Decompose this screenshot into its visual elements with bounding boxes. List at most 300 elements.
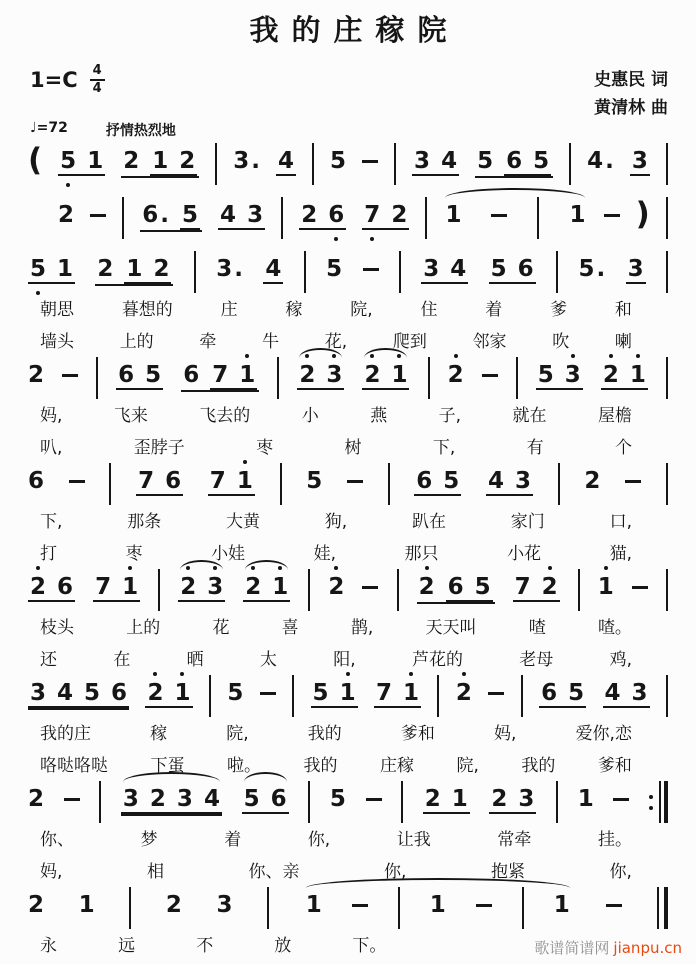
augmentation-dot: . bbox=[234, 256, 243, 282]
note bbox=[138, 468, 154, 494]
note-number: 6 bbox=[447, 574, 464, 600]
duration-dash bbox=[260, 692, 276, 695]
barline bbox=[428, 357, 430, 399]
duration-dash bbox=[476, 904, 492, 907]
note-number: 5 bbox=[243, 786, 260, 812]
beam-group bbox=[124, 256, 171, 284]
lyric-syllable: 院, bbox=[456, 756, 479, 776]
note bbox=[430, 892, 446, 918]
barline bbox=[666, 143, 668, 185]
note bbox=[30, 574, 46, 600]
note-row bbox=[28, 680, 668, 714]
barline bbox=[399, 251, 401, 293]
lyric-row-1 bbox=[28, 828, 668, 852]
lyric-syllable: 啦。 bbox=[227, 756, 261, 776]
lyric-syllable: 枝头 bbox=[40, 618, 74, 638]
note bbox=[376, 680, 392, 706]
octave-dot-above-icon bbox=[180, 672, 184, 676]
beam-group bbox=[603, 680, 650, 708]
octave-dot-above-icon bbox=[409, 672, 413, 676]
note bbox=[278, 148, 294, 174]
lyric-syllable: 吹 bbox=[552, 332, 570, 352]
beam-group bbox=[475, 148, 553, 178]
note-number: 5 bbox=[306, 468, 323, 494]
lyric-syllable: 趴在 bbox=[412, 512, 446, 532]
lyric-syllable: 梦 bbox=[140, 830, 158, 850]
note bbox=[111, 680, 127, 706]
note-number: 1 bbox=[87, 148, 104, 174]
lyric-syllable: 鸡, bbox=[609, 650, 632, 670]
octave-dot-above-icon bbox=[332, 354, 336, 358]
note-number: 7 bbox=[209, 468, 226, 494]
barline bbox=[398, 887, 400, 929]
octave-dot-below-icon bbox=[334, 237, 338, 241]
octave-dot-above-icon bbox=[454, 354, 458, 358]
lyric-syllable: 歪脖子 bbox=[133, 438, 185, 458]
beam-group bbox=[423, 786, 470, 814]
lyric-syllable: 院, bbox=[350, 300, 373, 320]
note-number: 3 bbox=[518, 786, 535, 812]
beam-group bbox=[145, 680, 192, 708]
note-number: 6 bbox=[111, 680, 128, 706]
lyric-row-1 bbox=[28, 510, 668, 534]
octave-dot-above-icon bbox=[36, 566, 40, 570]
note-number: 2 bbox=[153, 256, 170, 282]
lyric-row-2 bbox=[28, 648, 668, 672]
note bbox=[330, 148, 346, 174]
lyric-syllable: 永 bbox=[40, 936, 57, 956]
note bbox=[126, 256, 142, 282]
note bbox=[306, 892, 322, 918]
augmentation-dot: . bbox=[596, 256, 606, 282]
lyric-syllable: 下, bbox=[432, 438, 456, 458]
note-number: 5 bbox=[533, 148, 550, 174]
lyric-row-1 bbox=[28, 404, 668, 428]
score-line-1 bbox=[28, 142, 668, 182]
note bbox=[403, 680, 419, 706]
note-number: 4 bbox=[265, 256, 282, 282]
note bbox=[554, 892, 570, 918]
score-header bbox=[0, 0, 696, 148]
lyric-syllable: 晒 bbox=[186, 650, 204, 670]
note-number: 3 bbox=[207, 574, 224, 600]
song-title: 我的庄稼院 bbox=[249, 13, 460, 47]
lyric-row-2 bbox=[28, 542, 668, 566]
beam-group bbox=[446, 574, 493, 602]
note bbox=[584, 468, 600, 494]
note bbox=[578, 256, 605, 282]
note-number: 6 bbox=[270, 786, 287, 812]
note bbox=[475, 574, 491, 600]
barline bbox=[158, 569, 160, 611]
lyric-syllable: 相 bbox=[146, 862, 164, 882]
note bbox=[441, 148, 457, 174]
note bbox=[152, 148, 168, 174]
note bbox=[533, 148, 549, 174]
barline bbox=[522, 887, 524, 929]
beam-group bbox=[297, 362, 344, 390]
lyric-syllable: 飞来 bbox=[113, 406, 148, 426]
note-number: 5 bbox=[330, 148, 347, 174]
lyric-syllable: 放 bbox=[274, 936, 292, 956]
octave-dot-above-icon bbox=[636, 354, 640, 358]
composer: 黄清林 曲 bbox=[594, 98, 668, 119]
lyric-syllable: 芦花的 bbox=[411, 650, 463, 670]
lyric-syllable: 我的 bbox=[303, 756, 338, 776]
note bbox=[423, 256, 439, 282]
beam-group bbox=[362, 362, 409, 390]
note bbox=[448, 362, 464, 388]
lyric-syllable: 打 bbox=[40, 544, 57, 564]
note-number: 2 bbox=[424, 786, 441, 812]
note-number: 3 bbox=[515, 468, 532, 494]
note bbox=[271, 786, 287, 812]
intro-paren: ( bbox=[28, 142, 43, 178]
barline bbox=[425, 197, 427, 239]
key-label: 1=C bbox=[30, 68, 78, 93]
beam-group bbox=[489, 786, 536, 814]
beam-group bbox=[504, 148, 551, 176]
octave-dot-above-icon bbox=[334, 566, 338, 570]
barline bbox=[516, 357, 518, 399]
note-number: 2 bbox=[147, 680, 164, 706]
note bbox=[182, 202, 198, 228]
beam-group bbox=[362, 202, 409, 230]
note-number: 3 bbox=[631, 680, 648, 706]
lyric-syllable: 猫, bbox=[609, 544, 632, 564]
note bbox=[542, 574, 558, 600]
barline bbox=[194, 251, 196, 293]
note-number: 7 bbox=[138, 468, 155, 494]
note-number: 1 bbox=[339, 680, 356, 706]
note-number: 3 bbox=[627, 256, 644, 282]
octave-dot-above-icon bbox=[604, 566, 608, 570]
note-number: 1 bbox=[569, 202, 586, 228]
note bbox=[30, 680, 46, 706]
time-signature-top: 4 bbox=[90, 64, 105, 81]
barline bbox=[666, 197, 668, 239]
note-number: 1 bbox=[553, 892, 570, 918]
lyric-syllable: 在 bbox=[113, 650, 131, 670]
note bbox=[177, 786, 193, 812]
note-number: 1 bbox=[57, 256, 74, 282]
note bbox=[450, 256, 466, 282]
note-number: 3 bbox=[414, 148, 431, 174]
note bbox=[340, 680, 356, 706]
note-number: 1 bbox=[239, 362, 256, 388]
note bbox=[60, 148, 76, 174]
beam-group bbox=[140, 202, 202, 232]
note-row bbox=[28, 256, 668, 290]
note-number: 2 bbox=[97, 256, 114, 282]
note-row bbox=[28, 468, 668, 502]
augmentation-dot: . bbox=[605, 148, 614, 174]
note-number: 3 bbox=[216, 892, 233, 918]
lyric-syllable: 喇 bbox=[614, 332, 632, 352]
lyric-syllable: 叭, bbox=[40, 438, 63, 458]
note-number: 2 bbox=[584, 468, 601, 494]
lyric-syllable: 着 bbox=[485, 300, 503, 320]
lyric-syllable: 你、亲 bbox=[248, 862, 300, 882]
note bbox=[244, 786, 260, 812]
note bbox=[272, 574, 288, 600]
lyric-syllable: 着 bbox=[224, 830, 242, 850]
note bbox=[488, 468, 504, 494]
duration-dash bbox=[347, 480, 363, 483]
note-number: 6 bbox=[328, 202, 345, 228]
lyric-syllable: 小花 bbox=[507, 544, 542, 564]
note-number: 3 bbox=[564, 362, 581, 388]
barline bbox=[578, 569, 580, 611]
duration-dash bbox=[491, 214, 507, 217]
lyric-row-1 bbox=[28, 616, 668, 640]
beam-group bbox=[28, 574, 75, 602]
beam-group bbox=[181, 362, 259, 392]
lyric-syllable: 上的 bbox=[119, 332, 154, 352]
lyric-syllable: 妈, bbox=[494, 724, 517, 744]
note bbox=[165, 468, 181, 494]
note-row bbox=[28, 786, 668, 820]
note-number: 1 bbox=[152, 148, 169, 174]
lyric-syllable: 挂。 bbox=[597, 830, 632, 850]
barline bbox=[281, 197, 283, 239]
key-signature bbox=[30, 64, 105, 97]
tie-arc-icon bbox=[445, 188, 585, 198]
note bbox=[180, 574, 196, 600]
note bbox=[515, 468, 531, 494]
time-signature bbox=[90, 64, 105, 97]
lyric-syllable: 太 bbox=[259, 650, 277, 670]
augmentation-dot: . bbox=[160, 202, 169, 228]
note bbox=[84, 680, 100, 706]
time-signature-bottom: 4 bbox=[92, 81, 102, 97]
note bbox=[326, 256, 342, 282]
octave-dot-above-icon bbox=[397, 354, 401, 358]
note-number: 6 bbox=[57, 574, 74, 600]
beam-group bbox=[374, 680, 421, 708]
note-number: 6 bbox=[541, 680, 558, 706]
note-number: 4 bbox=[278, 148, 295, 174]
note bbox=[578, 786, 594, 812]
repeat-sign bbox=[649, 781, 668, 823]
note bbox=[477, 148, 493, 174]
lyric-syllable: 我的 bbox=[307, 724, 342, 744]
beam-group bbox=[276, 148, 296, 176]
lyric-syllable: 你, bbox=[384, 862, 407, 882]
beam-group bbox=[417, 574, 495, 604]
lyric-syllable: 口, bbox=[609, 512, 632, 532]
note bbox=[506, 148, 522, 174]
augmentation-dot: . bbox=[251, 148, 261, 174]
expression-marking: 抒情热烈地 bbox=[105, 123, 176, 139]
lyric-syllable: 妈, bbox=[40, 862, 63, 882]
note-row bbox=[28, 892, 668, 926]
score-line-7 bbox=[28, 680, 668, 778]
note-number: 2 bbox=[447, 362, 464, 388]
lyric-syllable: 下。 bbox=[352, 936, 387, 956]
beam-group bbox=[218, 202, 265, 230]
note-number: 7 bbox=[364, 202, 381, 228]
barline bbox=[304, 251, 306, 293]
octave-dot-above-icon bbox=[548, 566, 552, 570]
octave-dot-above-icon bbox=[186, 566, 190, 570]
lyric-syllable: 上的 bbox=[126, 618, 161, 638]
note-number: 2 bbox=[299, 362, 316, 388]
duration-dash bbox=[366, 798, 382, 801]
lyric-syllable: 天天叫 bbox=[425, 618, 477, 638]
note bbox=[57, 256, 73, 282]
note-number: 5 bbox=[537, 362, 554, 388]
note bbox=[227, 680, 243, 706]
lyric-syllable: 子, bbox=[438, 406, 462, 426]
score-line-5 bbox=[28, 468, 668, 566]
credits bbox=[594, 66, 668, 122]
lyric-row-2 bbox=[28, 330, 668, 354]
note bbox=[330, 786, 346, 812]
note bbox=[448, 574, 464, 600]
note-number: 2 bbox=[58, 202, 75, 228]
beam-group bbox=[601, 362, 648, 390]
note bbox=[491, 786, 507, 812]
duration-dash bbox=[362, 586, 378, 589]
beam-group bbox=[626, 256, 646, 284]
note-number: 1 bbox=[597, 574, 614, 600]
note-number: 1 bbox=[445, 202, 462, 228]
note bbox=[541, 680, 557, 706]
beam-group bbox=[489, 256, 536, 284]
lyric-syllable: 爬到 bbox=[392, 332, 427, 352]
lyric-syllable: 树 bbox=[344, 438, 362, 458]
lyric-syllable: 喜 bbox=[281, 618, 299, 638]
note bbox=[391, 362, 407, 388]
octave-dot-above-icon bbox=[571, 354, 575, 358]
lyric-syllable: 爹和 bbox=[597, 756, 632, 776]
barline bbox=[401, 781, 403, 823]
lyric-syllable: 阳, bbox=[333, 650, 356, 670]
note-number: 1 bbox=[403, 680, 420, 706]
note-number: 5 bbox=[474, 574, 491, 600]
barline bbox=[99, 781, 101, 823]
barline bbox=[122, 197, 124, 239]
lyric-syllable: 燕 bbox=[370, 406, 388, 426]
lyric-syllable: 爱你,恋 bbox=[575, 724, 632, 744]
note-number: 6 bbox=[517, 256, 534, 282]
note bbox=[153, 256, 169, 282]
tie-group bbox=[443, 202, 587, 239]
note-number: 3 bbox=[631, 148, 648, 174]
note-number: 2 bbox=[364, 362, 381, 388]
lyric-syllable: 院, bbox=[226, 724, 249, 744]
note bbox=[632, 148, 648, 174]
note bbox=[239, 362, 255, 388]
score-line-3 bbox=[28, 256, 668, 354]
repeat-dot bbox=[649, 795, 653, 799]
lyric-syllable: 小 bbox=[301, 406, 319, 426]
note-number: 5 bbox=[443, 468, 460, 494]
beam-group bbox=[210, 362, 257, 390]
note bbox=[518, 786, 534, 812]
note-number: 4 bbox=[441, 148, 458, 174]
note-number: 2 bbox=[28, 362, 45, 388]
note bbox=[598, 574, 614, 600]
duration-dash bbox=[488, 692, 504, 695]
beam-group bbox=[58, 148, 105, 176]
note bbox=[414, 148, 430, 174]
lyric-syllable: 你, bbox=[609, 862, 632, 882]
lyric-syllable: 朝思 bbox=[40, 300, 74, 320]
note bbox=[123, 148, 139, 174]
note-number: 4 bbox=[57, 680, 74, 706]
beam-group bbox=[263, 256, 283, 284]
octave-dot-above-icon bbox=[425, 566, 429, 570]
note bbox=[364, 202, 380, 228]
lyric-syllable: 爹 bbox=[550, 300, 568, 320]
note-number: 1 bbox=[305, 892, 322, 918]
note bbox=[28, 786, 44, 812]
note bbox=[605, 680, 621, 706]
octave-dot-above-icon bbox=[153, 672, 157, 676]
note bbox=[142, 202, 169, 228]
note-number: 5 bbox=[84, 680, 101, 706]
barline bbox=[666, 463, 668, 505]
note-number: 2 bbox=[541, 574, 558, 600]
note bbox=[491, 256, 507, 282]
beam-group bbox=[412, 148, 459, 176]
barline bbox=[556, 781, 558, 823]
score bbox=[0, 142, 696, 958]
note bbox=[147, 680, 163, 706]
beam-group bbox=[311, 680, 358, 708]
note-number: 5 bbox=[60, 148, 77, 174]
lyric-syllable: 喳。 bbox=[597, 618, 632, 638]
note bbox=[237, 468, 253, 494]
note bbox=[122, 574, 138, 600]
repeat-thin-line bbox=[659, 781, 661, 823]
note-number: 1 bbox=[451, 786, 468, 812]
note-number: 6 bbox=[183, 362, 200, 388]
lyric-syllable: 墙头 bbox=[40, 332, 74, 352]
note bbox=[179, 148, 195, 174]
lyric-row-1 bbox=[28, 722, 668, 746]
intro-paren: ) bbox=[635, 196, 650, 232]
note-number: 6 bbox=[142, 202, 159, 228]
note-number: 5 bbox=[578, 256, 595, 282]
beam-group bbox=[150, 148, 197, 176]
note-number: 2 bbox=[301, 202, 318, 228]
lyric-syllable: 枣 bbox=[256, 438, 274, 458]
note-number: 4 bbox=[587, 148, 604, 174]
lyric-syllable: 稼 bbox=[285, 300, 303, 320]
note bbox=[265, 256, 281, 282]
barline bbox=[280, 463, 282, 505]
note bbox=[299, 362, 315, 388]
duration-dash bbox=[604, 214, 620, 217]
note bbox=[445, 202, 461, 228]
note bbox=[58, 202, 74, 228]
lyric-syllable: 喳 bbox=[528, 618, 546, 638]
note bbox=[57, 574, 73, 600]
lyric-syllable: 和 bbox=[614, 300, 632, 320]
note-number: 2 bbox=[245, 574, 262, 600]
note bbox=[118, 362, 134, 388]
note-number: 5 bbox=[477, 148, 494, 174]
note bbox=[568, 680, 584, 706]
beam-group bbox=[513, 574, 560, 602]
note-row bbox=[28, 574, 668, 608]
note-number: 2 bbox=[491, 786, 508, 812]
note bbox=[364, 362, 380, 388]
note bbox=[216, 256, 243, 282]
